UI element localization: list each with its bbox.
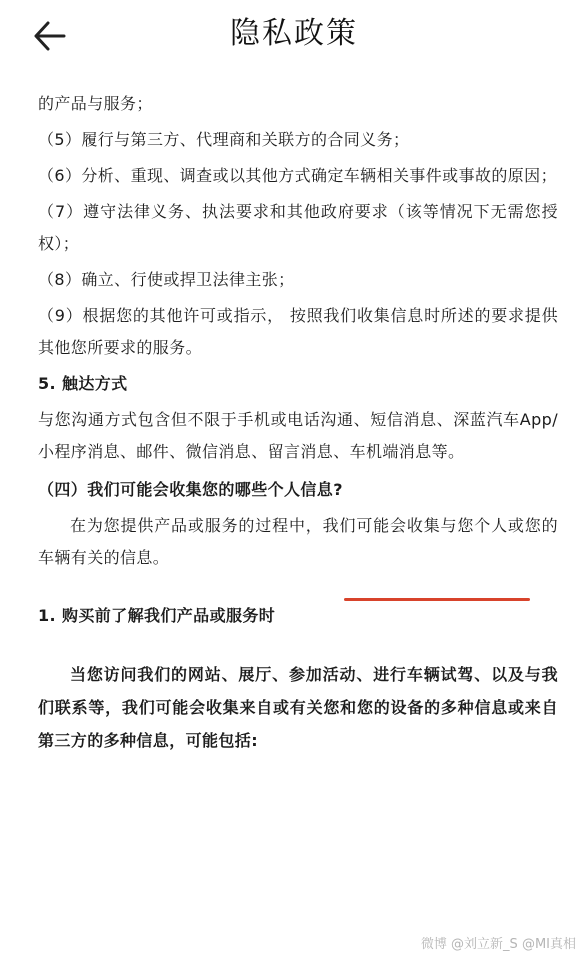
policy-paragraph: （6）分析、重现、调查或以其他方式确定车辆相关事件或事故的原因；	[38, 166, 557, 185]
policy-content	[38, 88, 558, 761]
red-underline-annotation	[344, 598, 530, 601]
policy-paragraph: （7）遵守法律义务、执法要求和其他政府要求（该等情况下无需您授权）；	[38, 202, 558, 253]
policy-paragraph: （9）根据您的其他许可或指示， 按照我们收集信息时所述的要求提供其他您所要求的服务。	[38, 306, 558, 357]
contact-methods-paragraph: 与您沟通方式包含但不限于手机或电话沟通、短信消息、深蓝汽车App/小程序消息、邮件、微信消息、留言消息、车机端消息等。	[38, 410, 558, 461]
header-bar	[0, 0, 588, 72]
policy-paragraph: 在为您提供产品或服务的过程中，我们可能会收集与您个人或您的车辆有关的信息。	[38, 516, 558, 567]
policy-paragraph: 的产品与服务；	[38, 94, 153, 113]
watermark: 微博 @刘立新_S @MI真相	[420, 937, 576, 952]
policy-paragraph: （5）履行与第三方、代理商和关联方的合同义务；	[38, 130, 410, 149]
page-title: 隐私政策	[230, 16, 358, 51]
section-heading: 5. 触达方式	[38, 374, 128, 393]
policy-paragraph: （8）确立、行使或捍卫法律主张；	[38, 270, 295, 289]
policy-paragraph: 当您访问我们的网站、展厅、参加活动、进行车辆试驾、以及与我们联系等，我们可能会收集来自或有关您和您的设备的多种信息或来自第三方的多种信息，可能包括:	[38, 665, 558, 750]
section-heading: 1. 购买前了解我们产品或服务时	[38, 606, 276, 625]
section-heading: （四）我们可能会收集您的哪些个人信息?	[38, 480, 343, 499]
